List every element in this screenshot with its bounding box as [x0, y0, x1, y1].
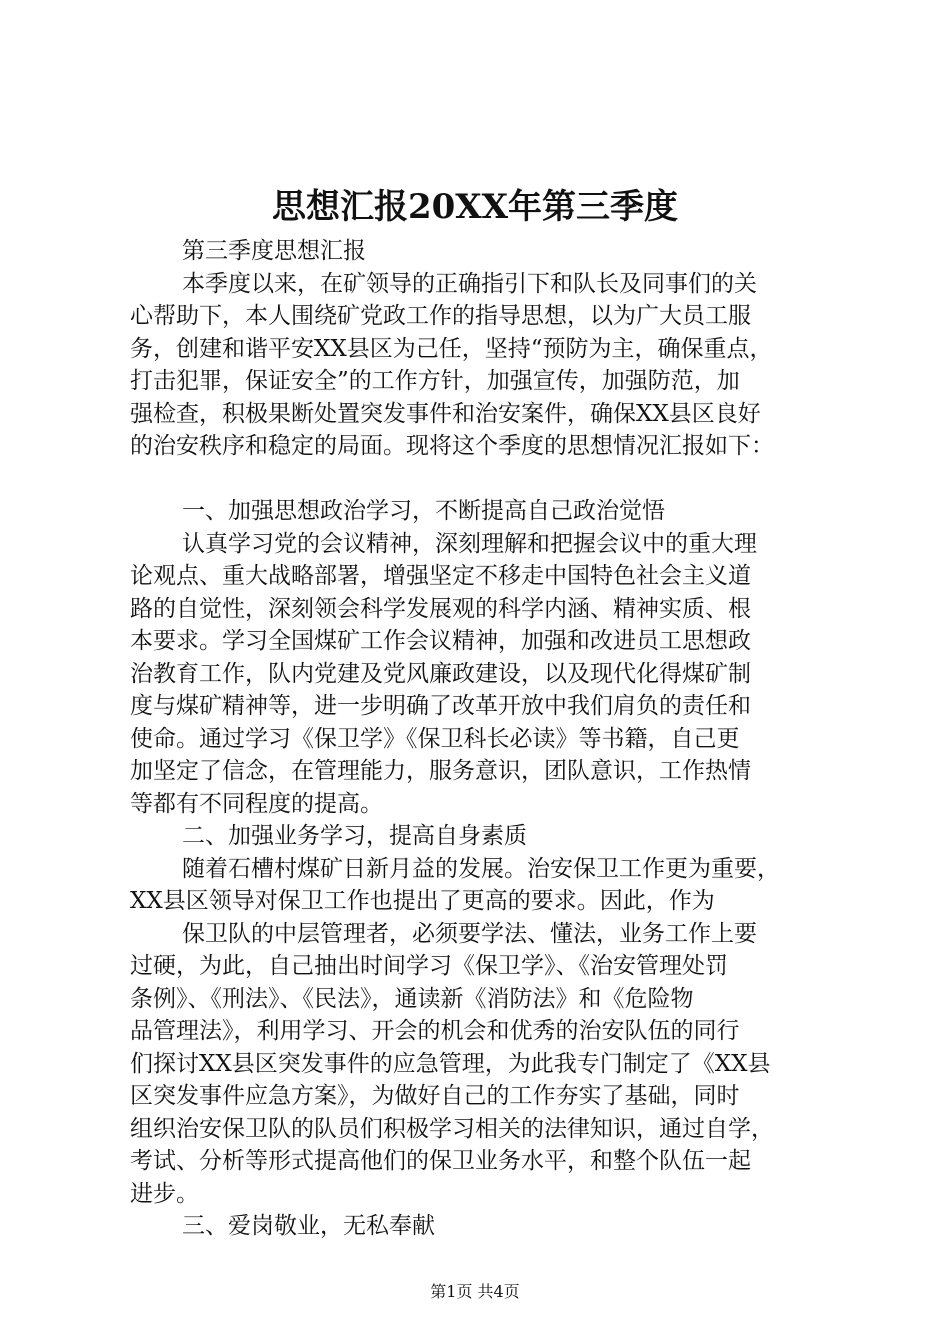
paragraph-line: 加坚定了信念，在管理能力，服务意识，团队意识，工作热情 — [130, 758, 751, 784]
subtitle-line: 第三季度思想汇报 — [182, 238, 366, 264]
paragraph-line: 务，创建和谐平安XX县区为己任，坚持“预防为主，确保重点， — [130, 335, 773, 362]
section-heading-3: 三、爱岗敬业，无私奉献 — [182, 1213, 435, 1239]
paragraph-line: 治教育工作，队内党建及党风廉政建设，以及现代化得煤矿制 — [130, 660, 751, 687]
paragraph-line: 过硬，为此，自己抽出时间学习《保卫学》、《治安管理处罚 — [130, 953, 728, 979]
paragraph-line: 论观点、重大战略部署，增强坚定不移走中国特色社会主义道 — [130, 563, 751, 589]
paragraph-line: 保卫队的中层管理者，必须要学法、懂法，业务工作上要 — [182, 920, 757, 947]
paragraph-line: 进步。 — [130, 1180, 199, 1207]
paragraph-line: 随着石槽村煤矿日新月益的发展。治安保卫工作更为重要， — [182, 855, 780, 882]
paragraph-line: 们探讨XX县区突发事件的应急管理，为此我专门制定了《XX县 — [130, 1050, 771, 1077]
paragraph-line: 等都有不同程度的提高。 — [130, 790, 383, 817]
section-heading-1: 一、加强思想政治学习，不断提高自己政治觉悟 — [182, 498, 665, 524]
document-title: 思想汇报20XX年第三季度 — [271, 187, 679, 227]
paragraph-line: 的治安秩序和稳定的局面。现将这个季度的思想情况汇报如下： — [130, 433, 774, 459]
paragraph-line: 条例》、《刑法》、《民法》，通读新《消防法》和《危险物 — [130, 985, 694, 1012]
paragraph-line: 度与煤矿精神等，进一步明确了改革开放中我们肩负的责任和 — [130, 693, 751, 719]
page-number: 第1页 共4页 — [430, 1282, 520, 1301]
paragraph-line: XX县区领导对保卫工作也提出了更高的要求。因此，作为 — [130, 888, 715, 914]
paragraph-line: 打击犯罪，保证安全”的工作方针，加强宣传，加强防范，加 — [130, 368, 740, 394]
paragraph-line: 强检查，积极果断处置突发事件和治安案件，确保XX县区良好 — [130, 400, 761, 427]
paragraph-line: 心帮助下，本人围绕矿党政工作的指导思想，以为广大员工服 — [130, 303, 751, 329]
paragraph-gap — [130, 463, 846, 496]
paragraph-line: 认真学习党的会议精神，深刻理解和把握会议中的重大理 — [182, 530, 757, 557]
section-heading-2: 二、加强业务学习，提高自身素质 — [182, 823, 527, 849]
paragraph-line: 本要求。学习全国煤矿工作会议精神，加强和改进员工思想政 — [130, 628, 751, 654]
paragraph-line: 区突发事件应急方案》，为做好自己的工作夯实了基础，同时 — [130, 1083, 740, 1109]
paragraph-line: 组织治安保卫队的队员们积极学习相关的法律知识，通过自学， — [130, 1115, 774, 1142]
document-body — [130, 235, 846, 1243]
paragraph-line: 考试、分析等形式提高他们的保卫业务水平，和整个队伍一起 — [130, 1148, 751, 1174]
paragraph-line: 路的自觉性，深刻领会科学发展观的科学内涵、精神实质、根 — [130, 595, 751, 622]
paragraph-line: 本季度以来，在矿领导的正确指引下和队长及同事们的关 — [182, 270, 757, 297]
paragraph-line: 使命。通过学习《保卫学》《保卫科长必读》等书籍，自己更 — [130, 725, 740, 752]
paragraph-line: 品管理法》，利用学习、开会的机会和优秀的治安队伍的同行 — [130, 1018, 740, 1044]
